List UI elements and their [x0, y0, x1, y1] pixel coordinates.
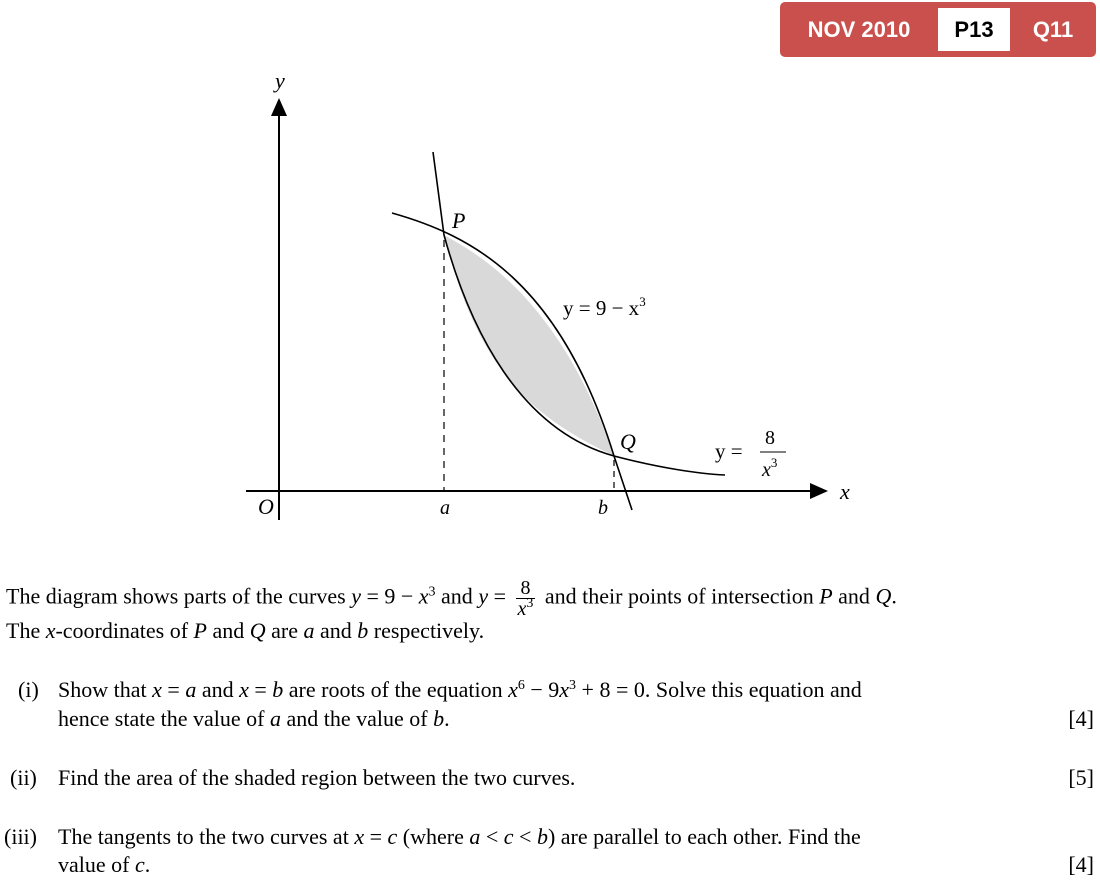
- part-i-line-1: Show that x = a and x = b are roots of the equation $x^6 - 9x^3 + 8 = 0$. Solve this equation and: [58, 677, 862, 702]
- part-ii-text: Find the area of the shaded region between the two curves.: [58, 765, 576, 790]
- intro-line-2: The x-coordinates of P and Q are a and b respectively.: [6, 618, 485, 643]
- intro-fraction: $\frac{8}{x^3}$: [517, 577, 534, 620]
- badge-question: Q11: [1032, 17, 1074, 42]
- point-p-label: P: [452, 208, 466, 233]
- tick-a-label: a: [440, 497, 450, 519]
- tick-b-label: b: [598, 497, 608, 519]
- point-q-label: Q: [620, 429, 636, 454]
- badge-paper: P13: [938, 8, 1010, 51]
- part-i-marks: [4]: [1068, 706, 1094, 731]
- part-iii-marks: [4]: [1068, 852, 1094, 877]
- x-axis-label: x: [840, 479, 850, 504]
- origin-label: O: [258, 494, 274, 519]
- badge-session: NOV 2010: [807, 17, 911, 42]
- part-iii-line-1: The tangents to the two curves at x = c (where a < c < b) are parallel to each other. Find the: [58, 824, 861, 849]
- part-i-line-2: hence state the value of a and the value of b.: [58, 706, 450, 731]
- part-iii-line-2: value of c.: [58, 852, 151, 877]
- part-i-label: (i): [18, 677, 39, 702]
- curve-cubic-label: $y = 9 - x^3$: [563, 294, 646, 320]
- part-ii-label: (ii): [10, 765, 37, 790]
- curve-reciprocal-label: y =: [715, 439, 743, 463]
- shaded-region: [444, 235, 614, 456]
- part-ii-marks: [5]: [1068, 765, 1094, 790]
- curve-reciprocal-num: 8: [765, 427, 775, 449]
- intro-line-1: The diagram shows parts of the curves $y = 9 - x^3$ and y = $\frac{8}{x^3}$ and their points of intersection P and Q.: [6, 577, 897, 620]
- y-axis-label: y: [275, 68, 285, 93]
- curve-reciprocal-den: $x^3$: [762, 455, 778, 481]
- part-iii-label: (iii): [4, 824, 37, 849]
